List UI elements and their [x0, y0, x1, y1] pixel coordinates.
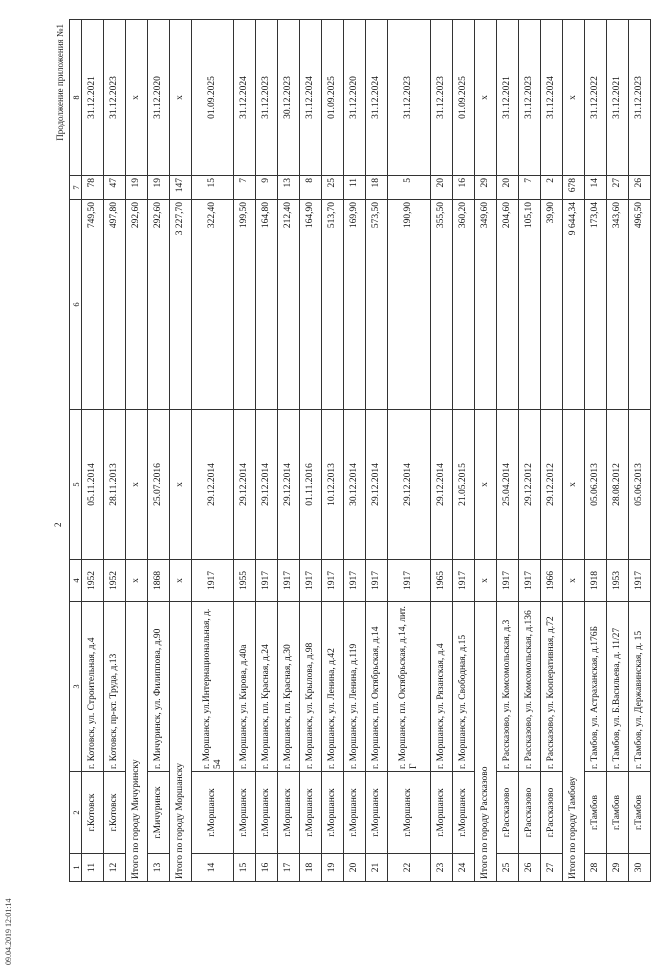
- area-cell: 292,60: [126, 200, 148, 410]
- city-cell: г.Тамбов: [628, 772, 650, 854]
- city-cell: г.Рассказово: [496, 772, 518, 854]
- address-cell: г. Котовск, ул. Строительная, д.4: [82, 602, 104, 772]
- table-row: [628, 20, 650, 882]
- address-cell: г. Моршанск, ул. Свободная, д.15: [452, 602, 474, 772]
- count-cell: 13: [278, 176, 300, 200]
- area-cell: 164,80: [256, 200, 278, 410]
- date-cell: 29.12.2012: [518, 410, 540, 560]
- deadline-cell: 31.12.2021: [82, 20, 104, 176]
- year-cell: 1917: [322, 560, 344, 602]
- city-cell: г.Моршанск: [256, 772, 278, 854]
- city-cell: г.Моршанск: [452, 772, 474, 854]
- city-cell: г.Моршанск: [366, 772, 388, 854]
- date-cell: 10.12.2013: [322, 410, 344, 560]
- date-cell: x: [170, 410, 192, 560]
- address-cell: г. Котовск, пр-кт. Труда, д.13: [104, 602, 126, 772]
- subtotal-row: [474, 20, 496, 882]
- address-cell: г. Моршанск, пл. Октябрьская, д.14, лит. Г: [388, 602, 430, 772]
- year-cell: 1965: [430, 560, 452, 602]
- date-cell: 05.06.2013: [584, 410, 606, 560]
- year-cell: 1953: [606, 560, 628, 602]
- address-cell: г. Моршанск, пл. Красная, д.24: [256, 602, 278, 772]
- year-cell: 1917: [256, 560, 278, 602]
- table-row: [256, 20, 278, 882]
- address-cell: г. Моршанск, ул.Интернациональная, д. 54: [192, 602, 234, 772]
- area-cell: 3 227,70: [170, 200, 192, 410]
- count-cell: 8: [300, 176, 322, 200]
- deadline-cell: 31.12.2023: [628, 20, 650, 176]
- date-cell: 29.12.2014: [192, 410, 234, 560]
- subtotal-label: Итого по городу Моршанску: [170, 602, 192, 882]
- deadline-cell: 31.12.2020: [148, 20, 170, 176]
- address-cell: г. Моршанск, пл. Красная, д.30: [278, 602, 300, 772]
- row-number-cell: 25: [496, 854, 518, 882]
- col-number-cell: 2: [70, 772, 82, 854]
- year-cell: 1917: [628, 560, 650, 602]
- year-cell: x: [474, 560, 496, 602]
- row-number-cell: 26: [518, 854, 540, 882]
- address-cell: г. Моршанск, пл. Октябрьская, д.14: [366, 602, 388, 772]
- deadline-cell: 01.09.2025: [322, 20, 344, 176]
- city-cell: г.Котовск: [104, 772, 126, 854]
- page-number: 2: [53, 522, 63, 527]
- subtotal-label: Итого по городу Мичуринску: [126, 602, 148, 882]
- year-cell: 1917: [388, 560, 430, 602]
- count-cell: 9: [256, 176, 278, 200]
- date-cell: x: [562, 410, 584, 560]
- count-cell: 19: [148, 176, 170, 200]
- area-cell: 164,90: [300, 200, 322, 410]
- city-cell: г.Моршанск: [344, 772, 366, 854]
- year-cell: 1966: [540, 560, 562, 602]
- table-row: [300, 20, 322, 882]
- subtotal-row: [170, 20, 192, 882]
- row-number-cell: 28: [584, 854, 606, 882]
- year-cell: x: [126, 560, 148, 602]
- deadline-cell: 31.12.2022: [584, 20, 606, 176]
- year-cell: x: [170, 560, 192, 602]
- deadline-cell: 31.12.2023: [104, 20, 126, 176]
- table-row: [496, 20, 518, 882]
- area-cell: 9 644,34: [562, 200, 584, 410]
- table-row: [430, 20, 452, 882]
- deadline-cell: x: [126, 20, 148, 176]
- row-number-cell: 13: [148, 854, 170, 882]
- count-cell: 20: [496, 176, 518, 200]
- address-cell: г. Тамбов, ул. Б.Васильева, д. 11/27: [606, 602, 628, 772]
- city-cell: г.Моршанск: [278, 772, 300, 854]
- deadline-cell: 31.12.2023: [388, 20, 430, 176]
- date-cell: 29.12.2014: [234, 410, 256, 560]
- area-cell: 355,50: [430, 200, 452, 410]
- row-number-cell: 14: [192, 854, 234, 882]
- year-cell: 1917: [300, 560, 322, 602]
- date-cell: x: [474, 410, 496, 560]
- deadline-cell: 31.12.2024: [300, 20, 322, 176]
- area-cell: 497,80: [104, 200, 126, 410]
- address-cell: г. Рассказово, ул. Комсомольская, д.3: [496, 602, 518, 772]
- year-cell: 1917: [496, 560, 518, 602]
- date-cell: 28.11.2013: [104, 410, 126, 560]
- table-row: [584, 20, 606, 882]
- city-cell: г.Тамбов: [606, 772, 628, 854]
- table-row: [452, 20, 474, 882]
- date-cell: 29.12.2012: [540, 410, 562, 560]
- table-row: [82, 20, 104, 882]
- date-cell: 21.05.2015: [452, 410, 474, 560]
- address-cell: г. Рассказово, ул. Комсомольская, д.136: [518, 602, 540, 772]
- row-number-cell: 22: [388, 854, 430, 882]
- col-number-cell: 7: [70, 176, 82, 200]
- date-cell: 29.12.2014: [388, 410, 430, 560]
- table-row: [518, 20, 540, 882]
- col-number-cell: 3: [70, 602, 82, 772]
- year-cell: 1952: [82, 560, 104, 602]
- area-cell: 169,90: [344, 200, 366, 410]
- date-cell: 29.12.2014: [366, 410, 388, 560]
- count-cell: 5: [388, 176, 430, 200]
- row-number-cell: 15: [234, 854, 256, 882]
- count-cell: 15: [192, 176, 234, 200]
- col-number-cell: 8: [70, 20, 82, 176]
- deadline-cell: x: [562, 20, 584, 176]
- count-cell: 26: [628, 176, 650, 200]
- area-cell: 322,40: [192, 200, 234, 410]
- address-cell: г. Моршанск, ул. Ленина, д.42: [322, 602, 344, 772]
- count-cell: 2: [540, 176, 562, 200]
- year-cell: 1917: [366, 560, 388, 602]
- row-number-cell: 17: [278, 854, 300, 882]
- deadline-cell: x: [170, 20, 192, 176]
- area-cell: 173,04: [584, 200, 606, 410]
- col-number-cell: 6: [70, 200, 82, 410]
- area-cell: 204,60: [496, 200, 518, 410]
- col-number-cell: 1: [70, 854, 82, 882]
- address-cell: г. Тамбов, ул. Астраханская, д.176Б: [584, 602, 606, 772]
- table-row: [344, 20, 366, 882]
- rotated-document-page: [51, 20, 651, 882]
- deadline-cell: 31.12.2024: [366, 20, 388, 176]
- deadline-cell: 01.09.2025: [452, 20, 474, 176]
- area-cell: 360,20: [452, 200, 474, 410]
- housing-register-table: [69, 19, 651, 882]
- area-cell: 349,60: [474, 200, 496, 410]
- appendix-caption: Продолжение приложения №1: [55, 24, 65, 141]
- year-cell: 1917: [452, 560, 474, 602]
- row-number-cell: 27: [540, 854, 562, 882]
- city-cell: г.Моршанск: [322, 772, 344, 854]
- table-row: [192, 20, 234, 882]
- area-cell: 513,70: [322, 200, 344, 410]
- count-cell: 18: [366, 176, 388, 200]
- table-row: [322, 20, 344, 882]
- address-cell: г. Моршанск, ул. Крылова, д.98: [300, 602, 322, 772]
- year-cell: 1917: [518, 560, 540, 602]
- date-cell: 30.12.2014: [344, 410, 366, 560]
- count-cell: 19: [126, 176, 148, 200]
- deadline-cell: 31.12.2023: [518, 20, 540, 176]
- table-row: [148, 20, 170, 882]
- date-cell: 01.11.2016: [300, 410, 322, 560]
- count-cell: 25: [322, 176, 344, 200]
- deadline-cell: 31.12.2021: [606, 20, 628, 176]
- table-row: [540, 20, 562, 882]
- row-number-cell: 11: [82, 854, 104, 882]
- area-cell: 496,50: [628, 200, 650, 410]
- table-row: [104, 20, 126, 882]
- date-cell: 05.06.2013: [628, 410, 650, 560]
- subtotal-row: [562, 20, 584, 882]
- deadline-cell: 01.09.2025: [192, 20, 234, 176]
- count-cell: 14: [584, 176, 606, 200]
- year-cell: 1917: [278, 560, 300, 602]
- row-number-cell: 24: [452, 854, 474, 882]
- city-cell: г.Моршанск: [234, 772, 256, 854]
- subtotal-label: Итого по городу Тамбову: [562, 602, 584, 882]
- count-cell: 78: [82, 176, 104, 200]
- row-number-cell: 20: [344, 854, 366, 882]
- deadline-cell: 31.12.2024: [540, 20, 562, 176]
- year-cell: 1918: [584, 560, 606, 602]
- area-cell: 105,10: [518, 200, 540, 410]
- date-cell: 25.04.2014: [496, 410, 518, 560]
- year-cell: 1917: [192, 560, 234, 602]
- city-cell: г.Тамбов: [584, 772, 606, 854]
- address-cell: г. Тамбов, ул. Державинская, д. 15: [628, 602, 650, 772]
- year-cell: 1917: [344, 560, 366, 602]
- address-cell: г. Моршанск, ул. Ленина, д.119: [344, 602, 366, 772]
- area-cell: 190,90: [388, 200, 430, 410]
- area-cell: 343,60: [606, 200, 628, 410]
- count-cell: 11: [344, 176, 366, 200]
- year-cell: 1952: [104, 560, 126, 602]
- table-row: [366, 20, 388, 882]
- deadline-cell: 31.12.2024: [234, 20, 256, 176]
- date-cell: 29.12.2014: [256, 410, 278, 560]
- row-number-cell: 30: [628, 854, 650, 882]
- date-cell: x: [126, 410, 148, 560]
- table-row: [606, 20, 628, 882]
- count-cell: 7: [234, 176, 256, 200]
- count-cell: 7: [518, 176, 540, 200]
- row-number-cell: 29: [606, 854, 628, 882]
- city-cell: г.Рассказово: [518, 772, 540, 854]
- deadline-cell: 30.12.2023: [278, 20, 300, 176]
- count-cell: 29: [474, 176, 496, 200]
- date-cell: 05.11.2014: [82, 410, 104, 560]
- row-number-cell: 16: [256, 854, 278, 882]
- year-cell: 1868: [148, 560, 170, 602]
- address-cell: г. Мичуринск, ул. Филиппова, д.90: [148, 602, 170, 772]
- city-cell: г.Моршанск: [388, 772, 430, 854]
- area-cell: 39,90: [540, 200, 562, 410]
- column-number-row: [70, 20, 82, 882]
- date-cell: 25.07.2016: [148, 410, 170, 560]
- col-number-cell: 4: [70, 560, 82, 602]
- deadline-cell: 31.12.2023: [430, 20, 452, 176]
- area-cell: 292,60: [148, 200, 170, 410]
- city-cell: г.Моршанск: [430, 772, 452, 854]
- year-cell: 1955: [234, 560, 256, 602]
- subtotal-row: [126, 20, 148, 882]
- area-cell: 199,50: [234, 200, 256, 410]
- count-cell: 27: [606, 176, 628, 200]
- city-cell: г.Моршанск: [192, 772, 234, 854]
- city-cell: г.Котовск: [82, 772, 104, 854]
- city-cell: г.Рассказово: [540, 772, 562, 854]
- count-cell: 147: [170, 176, 192, 200]
- col-number-cell: 5: [70, 410, 82, 560]
- table-row: [388, 20, 430, 882]
- year-cell: x: [562, 560, 584, 602]
- row-number-cell: 19: [322, 854, 344, 882]
- city-cell: г.Моршанск: [300, 772, 322, 854]
- table-body: [70, 20, 651, 882]
- area-cell: 212,40: [278, 200, 300, 410]
- address-cell: г. Моршанск, ул. Рязанская, д.4: [430, 602, 452, 772]
- area-cell: 573,50: [366, 200, 388, 410]
- row-number-cell: 12: [104, 854, 126, 882]
- subtotal-label: Итого по городу Рассказово: [474, 602, 496, 882]
- address-cell: г. Рассказово, ул. Кооперативная, д.72: [540, 602, 562, 772]
- count-cell: 678: [562, 176, 584, 200]
- row-number-cell: 23: [430, 854, 452, 882]
- count-cell: 16: [452, 176, 474, 200]
- row-number-cell: 21: [366, 854, 388, 882]
- date-cell: 29.12.2014: [430, 410, 452, 560]
- deadline-cell: 31.12.2021: [496, 20, 518, 176]
- table-row: [234, 20, 256, 882]
- count-cell: 47: [104, 176, 126, 200]
- city-cell: г.Мичуринск: [148, 772, 170, 854]
- table-row: [278, 20, 300, 882]
- row-number-cell: 18: [300, 854, 322, 882]
- date-cell: 29.12.2014: [278, 410, 300, 560]
- address-cell: г. Моршанск, ул. Кирова, д.40а: [234, 602, 256, 772]
- deadline-cell: x: [474, 20, 496, 176]
- print-timestamp: 09.04.2019 12:01:14: [4, 898, 13, 965]
- area-cell: 749,50: [82, 200, 104, 410]
- count-cell: 20: [430, 176, 452, 200]
- deadline-cell: 31.12.2020: [344, 20, 366, 176]
- date-cell: 28.08.2012: [606, 410, 628, 560]
- deadline-cell: 31.12.2023: [256, 20, 278, 176]
